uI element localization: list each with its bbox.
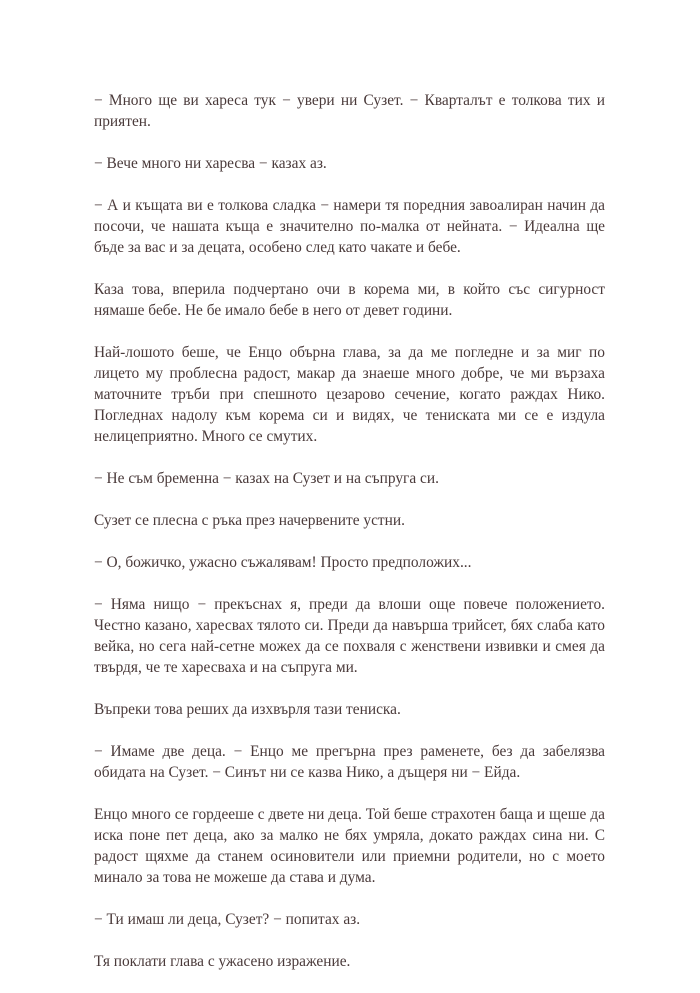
paragraph-4: Каза това, вперила подчертано очи в корема ми, в който със сигурност нямаше бебе. Не бе имало бебе в него от девет години.: [94, 281, 605, 319]
body-text: [94, 90, 605, 993]
paragraph-5: Най-лошото беше, че Енцо обърна глава, за да ме погледне и за миг по лицето му проблесна радост, макар да знаеше много добре, че ми вързаха маточните тръби при спешното цезарово сечение, когато раждах Нико. Погледнах надолу към корема си и видях, че тениската ми се е издула нелицеприятно. Много се смутих.: [94, 344, 605, 445]
paragraph-6: − Не съм бременна − казах на Сузет и на съпруга си.: [94, 470, 439, 487]
paragraph-13: − Ти имаш ли деца, Сузет? − попитах аз.: [94, 911, 361, 928]
paragraph-2: − Вече много ни харесва − казах аз.: [94, 155, 327, 172]
paragraph-7: Сузет се плесна с ръка през начервените устни.: [94, 512, 405, 529]
paragraph-3: − А и къщата ви е толкова сладка − намери тя поредния завоалиран начин да посочи, че нашата къща е значително по-малка от нейната. − Идеална ще бъде за вас и за децата, особено след като чакате и бебе.: [94, 197, 605, 256]
paragraph-1: − Много ще ви хареса тук − увери ни Сузет. − Кварталът е толкова тих и приятен.: [94, 92, 605, 130]
paragraph-9: − Няма нищо − прекъснах я, преди да влоши още повече положението. Честно казано, харесвах тялото си. Преди да навърша трийсет, бях слаба като вейка, но сега най-сетне можех да се похваля с женствени извивки и смея да твърдя, че те харесваха и на съпруга ми.: [94, 596, 605, 676]
paragraph-14: Тя поклати глава с ужасено изражение.: [94, 953, 351, 970]
paragraph-8: − О, божичко, ужасно съжалявам! Просто предположих...: [94, 554, 472, 571]
paragraph-12: Енцо много се гордееше с двете ни деца. Той беше страхотен баща и щеше да иска поне пет деца, ако за малко не бях умряла, докато раждах сина ни. С радост щяхме да станем осиновители или приемни родители, но с моето минало за това не можеше да става и дума.: [94, 806, 605, 886]
paragraph-10: Въпреки това реших да изхвърля тази тениска.: [94, 701, 401, 718]
paragraph-11: − Имаме две деца. − Енцо ме прегърна през раменете, без да забелязва обидата на Сузет. − Синът ни се казва Нико, а дъщеря ни − Ейда.: [94, 743, 605, 781]
